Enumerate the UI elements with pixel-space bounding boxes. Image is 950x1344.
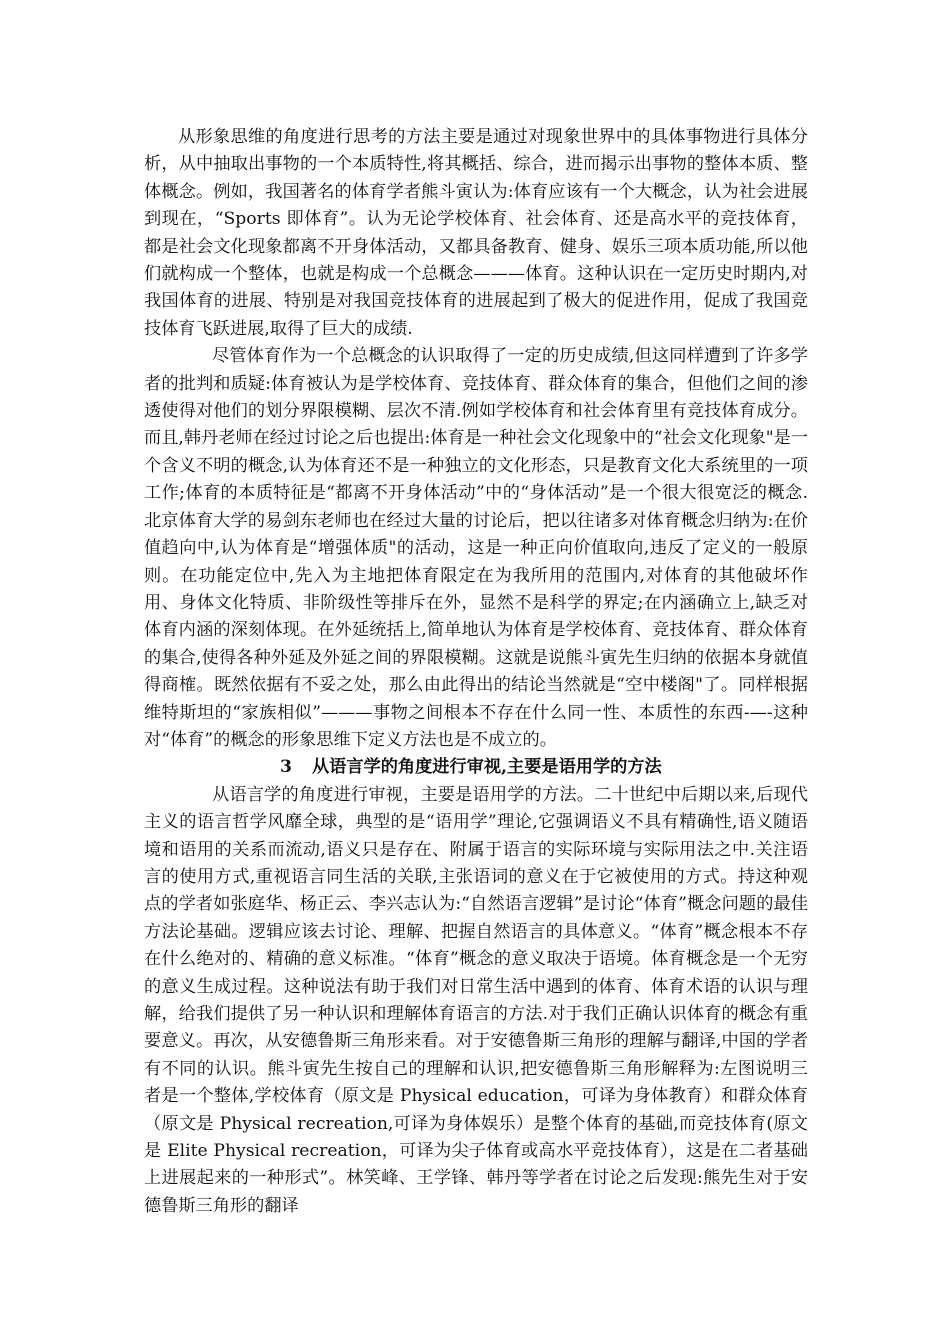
paragraph-image-thinking: 从形象思维的角度进行思考的方法主要是通过对现象世界中的具体事物进行具体分析，从中抽取出事物的一个本质特性,将其概括、综合，进而揭示出事物的整体本质、整体概念。例如，我国著名的体育学者熊斗寅认为:体育应该有一个大概念，认为社会进展到现在，“Sports 即体育”。认为无论学校体育、社会体育、还是高水平的竞技体育，都是社会文化现象都离不开身体活动，又都具备教育、健身、娱乐三项本质功能,所以他们就构成一个整体，也就是构成一个总概念———体育。这种认识在一定历史时期内,对我国体育的进展、特别是对我国竞技体育的进展起到了极大的促进作用，促成了我国竞技体育飞跃进展,取得了巨大的成绩. [144, 127, 808, 339]
paragraph-criticism: 尽管体育作为一个总概念的认识取得了一定的历史成绩,但这同样遭到了许多学者的批判和质疑:体育被认为是学校体育、竞技体育、群众体育的集合，但他们之间的渗透使得对他们的划分界限模糊、层次不清.例如学校体育和社会体育里有竞技体育成分。而且,韩丹老师在经过讨论之后也提出:体育是一种社会文化现象中的“社会文化现象"是一个含义不明的概念,认为体育还不是一种独立的文化形态，只是教育文化大系统里的一项工作;体育的本质特征是“都离不开身体活动”中的“身体活动”是一个很大很宽泛的概念.北京体育大学的易剑东老师也在经过大量的讨论后，把以往诸多对体育概念归纳为:在价值趋向中,认为体育是“增强体质"的活动，这是一种正向价值取向,违反了定义的一般原则。在功能定位中,先入为主地把体育限定在为我所用的范围内,对体育的其他破坏作用、身体文化特质、非阶级性等排斥在外，显然不是科学的界定;在内涵确立上,缺乏对体育内涵的深刻体现。在外延统括上,简单地认为体育是学校体育、竞技体育、群众体育的集合,使得各种外延及外延之间的界限模糊。这就是说熊斗寅先生归纳的依据本身就值得商榷。既然依据有不妥之处，那么由此得出的结论当然就是“空中楼阁"了。同样根据维特斯坦的“家族相似”———事物之间根本不存在什么同一性、本质性的东西-—-这种对“体育”的概念的形象思维下定义方法也是不成立的。 [144, 346, 808, 750]
document-body [144, 124, 808, 1220]
section-title: 从语言学的角度进行审视,主要是语用学的方法 [311, 757, 662, 778]
section-number: 3 [280, 757, 292, 778]
paragraph-linguistics: 从语言学的角度进行审视，主要是语用学的方法。二十世纪中后期以来,后现代主义的语言哲学风靡全球，典型的是“语用学”理论,它强调语义不具有精确性,语义随语境和语用的关系而流动,语义只是存在、附属于语言的实际环境与实际用法之中.关注语言的使用方式,重视语言同生活的关联,主张语词的意义在于它被使用的方式。持这种观点的学者如张庭华、杨正云、李兴志认为:“自然语言逻辑”是讨论“体育”概念问题的最佳方法论基础。逻辑应该去讨论、理解、把握自然语言的具体意义。“体育”概念根本不存在什么绝对的、精确的意义标准。“体育”概念的意义取决于语境。体育概念是一个无穷的意义生成过程。这种说法有助于我们对日常生活中遇到的体育、体育术语的认识与理解，给我们提供了另一种认识和理解体育语言的方法.对于我们正确认识体育的概念有重要意义。再次，从安德鲁斯三角形来看。对于安德鲁斯三角形的理解与翻译,中国的学者有不同的认识。熊斗寅先生按自己的理解和认识,把安德鲁斯三角形解释为:左图说明三者是一个整体,学校体育（原文是 Physical education，可译为身体教育）和群众体育（原文是 Physical recreation,可译为身体娱乐）是整个体育的基础,而竞技体育(原文是 Elite Physical recreation，可译为尖子体育或高水平竞技体育），这是在二者基础上进展起来的一种形式”。林笑峰、王学锋、韩丹等学者在讨论之后发现:熊先生对于安德鲁斯三角形的翻译 [144, 784, 808, 1216]
section-heading [144, 754, 808, 781]
